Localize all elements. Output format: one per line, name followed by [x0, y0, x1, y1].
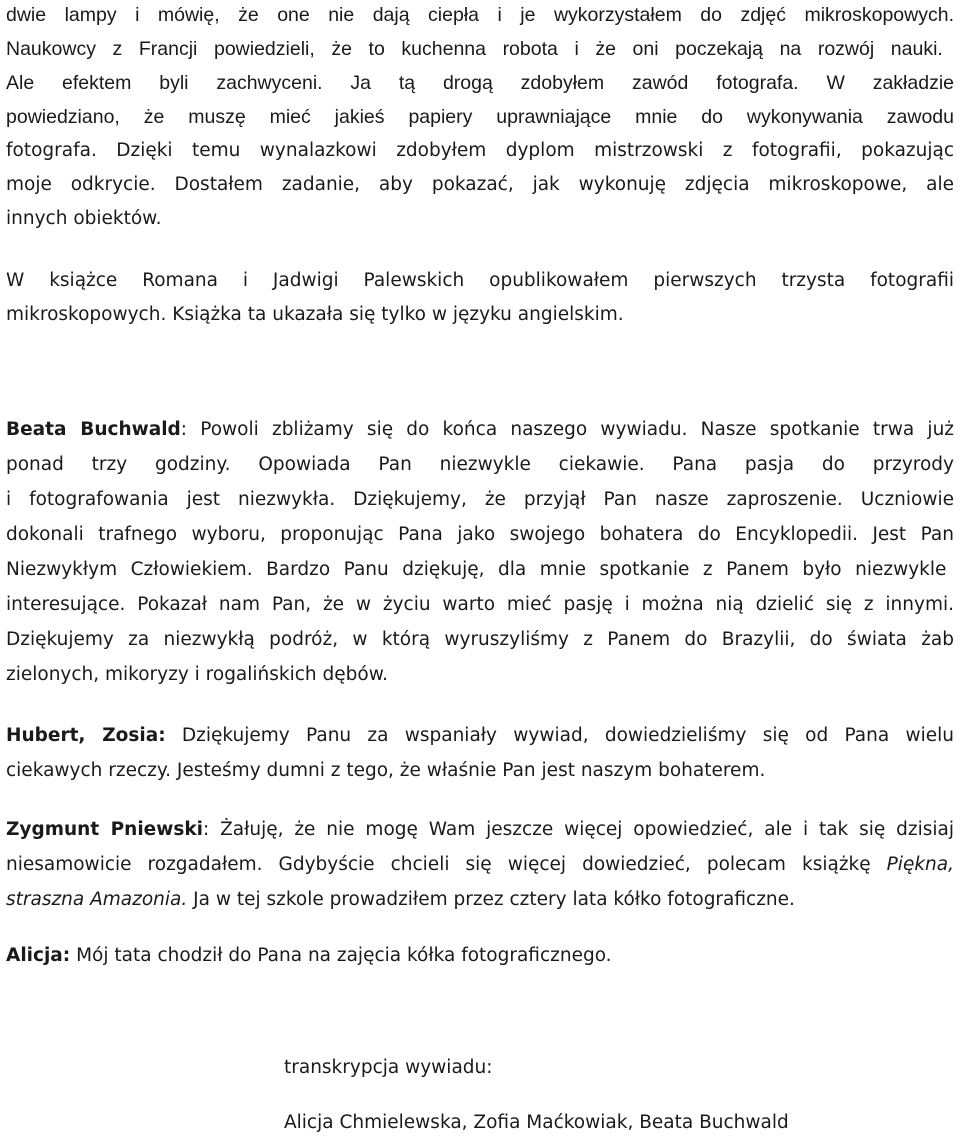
text-line: Niezwykłym Człowiekiem. Bardzo Panu dziękuję, dla mnie spotkanie z Panem było niezwykle [6, 559, 947, 580]
transcription-label: transkrypcja wywiadu: [284, 1057, 493, 1078]
text-line: innych obiektów. [6, 208, 162, 229]
text-line: mikroskopowych. Książka ta ukazała się tylko w języku angielskim. [6, 304, 624, 325]
text-line: powiedziano, że muszę mieć jakieś papiery uprawniające mnie do wykonywania zawodu [6, 106, 954, 128]
hubert-line [6, 723, 956, 749]
speech-text: niesamowicie rozgadałem. Gdybyście chcieli się więcej dowiedzieć, polecam książkę [6, 854, 887, 875]
speech-text: : Żałuję, że nie mogę Wam jeszcze więcej opowiedzieć, ale i tak się dzisiaj [202, 819, 955, 840]
speech-text: Ja w tej szkole prowadziłem przez cztery lata kółko fotograficzne. [187, 889, 795, 910]
text-line: interesujące. Pokazał nam Pan, że w życiu warto mieć pasję i można nią dzielić się z innymi. [6, 594, 954, 615]
text-line: dwie lampy i mówię, że one nie dają ciepła i je wykorzystałem do zdjęć mikroskopowych. [6, 4, 954, 26]
speech-text: Mój tata chodził do Pana na zajęcia kółka fotograficznego. [70, 945, 612, 966]
text-line: dokonali trafnego wyboru, proponując Pana jako swojego bohatera do Encyklopedii. Jest Pan [6, 524, 954, 545]
zygmunt-line [6, 817, 956, 843]
speaker-name: Alicja: [6, 945, 71, 966]
speech-text: : Powoli zbliżamy się do końca naszego wywiadu. Nasze spotkanie trwa już [180, 419, 955, 440]
text-line: ciekawych rzeczy. Jesteśmy dumni z tego, że właśnie Pan jest naszym bohaterem. [6, 760, 766, 781]
text-line: zielonych, mikoryzy i rogalińskich dębów. [6, 664, 389, 685]
alicja-line [6, 943, 956, 969]
transcription-names: Alicja Chmielewska, Zofia Maćkowiak, Beata Buchwald [284, 1112, 789, 1133]
speaker-name: Beata Buchwald [6, 419, 181, 440]
beata-line [6, 417, 956, 443]
speaker-name: Zygmunt Pniewski [6, 819, 203, 840]
speaker-name: Hubert, Zosia: [6, 725, 166, 746]
speech-text: Dziękujemy Panu za wspaniały wywiad, dowiedzieliśmy się od Pana wielu [165, 725, 954, 746]
text-line: i fotografowania jest niezwykła. Dziękujemy, że przyjął Pan nasze zaproszenie. Uczniowie [6, 489, 954, 510]
text-line: moje odkrycie. Dostałem zadanie, aby pokazać, jak wykonuję zdjęcia mikroskopowe, ale [6, 174, 954, 195]
text-line [6, 887, 956, 913]
text-line: Ale efektem byli zachwyceni. Ja tą drogą zdobyłem zawód fotografa. W zakładzie [6, 72, 954, 94]
text-line [6, 852, 956, 878]
text-line: fotografa. Dzięki temu wynalazkowi zdobyłem dyplom mistrzowski z fotografii, pokazując [6, 140, 954, 161]
text-line: ponad trzy godziny. Opowiada Pan niezwykle ciekawie. Pana pasja do przyrody [6, 454, 954, 475]
text-line: Naukowcy z Francji powiedzieli, że to kuchenna robota i że oni poczekają na rozwój nauki. [6, 38, 943, 60]
book-title: Piękna, [886, 854, 954, 875]
text-line: W książce Romana i Jadwigi Palewskich opublikowałem pierwszych trzysta fotografii [6, 270, 954, 291]
book-title: straszna Amazonia. [6, 889, 188, 910]
text-line: Dziękujemy za niezwykłą podróż, w którą wyruszyliśmy z Panem do Brazylii, do świata żab [6, 629, 954, 650]
